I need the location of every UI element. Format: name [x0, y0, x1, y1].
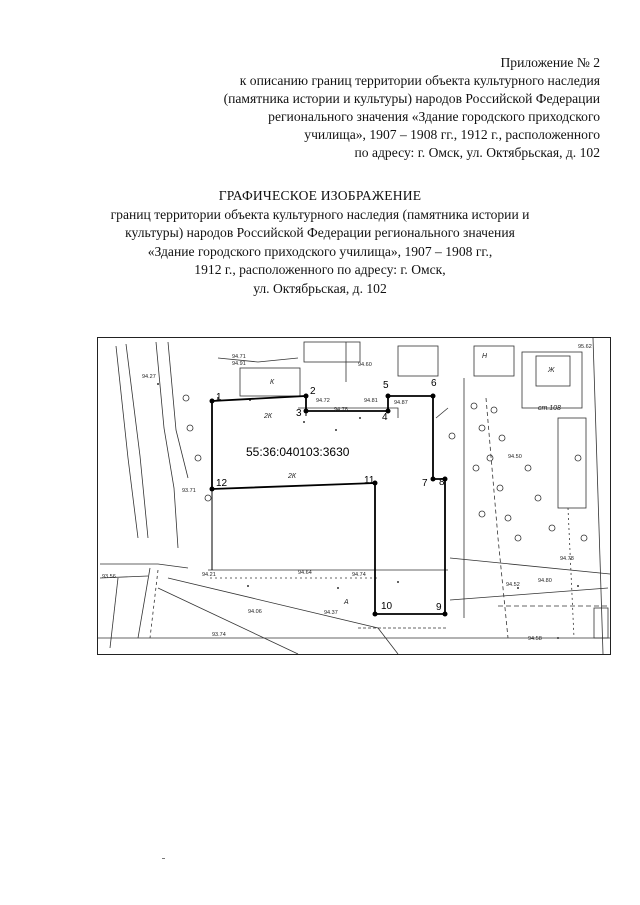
- appendix-line: регионального значения «Здание городского приходского: [268, 109, 600, 124]
- survey-label: 94.71: [232, 354, 246, 360]
- building-code: К: [270, 379, 275, 386]
- building-code: ст.108: [538, 405, 561, 412]
- point-label-12: 12: [216, 478, 228, 489]
- survey-label: 93.71: [182, 488, 196, 494]
- building-code: Ж: [548, 367, 555, 374]
- survey-label: 94.80: [538, 578, 552, 584]
- survey-label: 94.91: [232, 361, 246, 367]
- survey-label: 94.27: [142, 374, 156, 380]
- survey-label: 94.52: [506, 582, 520, 588]
- appendix-line: училища», 1907 – 1908 гг., 1912 г., расположенного: [304, 127, 600, 142]
- survey-label: 95.62: [578, 344, 592, 350]
- survey-label: 94.64: [298, 570, 312, 576]
- survey-label: 93.56: [102, 574, 116, 580]
- survey-label: 94.21: [202, 572, 216, 578]
- document-heading: [70, 187, 570, 298]
- building-code: 2К: [288, 473, 297, 480]
- heading-line: ул. Октябрьская, д. 102: [253, 280, 387, 296]
- appendix-line: к описанию границ территории объекта культурного наследия: [239, 73, 600, 88]
- survey-label: 94.37: [324, 610, 338, 616]
- document-title: ГРАФИЧЕСКОЕ ИЗОБРАЖЕНИЕ: [218, 188, 422, 203]
- point-label-10: 10: [381, 601, 393, 612]
- background-linework: [98, 338, 610, 654]
- point-label-9: 9: [436, 602, 442, 613]
- survey-label: 94.78: [560, 556, 574, 562]
- point-label-4: 4: [382, 412, 388, 423]
- plan-svg: [98, 338, 610, 654]
- survey-label: 94.06: [248, 609, 262, 615]
- survey-label: 94.78: [334, 407, 348, 413]
- boundary-inner-lines: [212, 411, 375, 614]
- survey-label: 94.60: [358, 362, 372, 368]
- building-code: 2К: [264, 413, 273, 420]
- heading-line: границ территории объекта культурного наследия (памятника истории и: [110, 206, 530, 222]
- survey-label: 94.72: [316, 398, 330, 404]
- building-code: Н: [482, 353, 488, 360]
- survey-dots: [157, 383, 579, 639]
- appendix-line: (памятника истории и культуры) народов Российской Федерации: [223, 91, 600, 106]
- point-label-8: 8: [439, 477, 445, 488]
- survey-label: 94.87: [394, 400, 408, 406]
- appendix-line: Приложение № 2: [500, 55, 600, 70]
- heading-line: культуры) народов Российской Федерации регионального значения: [125, 225, 515, 240]
- territory-boundary: [212, 396, 445, 614]
- heading-line: 1912 г., расположенного по адресу: г. Омск,: [194, 262, 446, 277]
- point-label-2: 2: [310, 386, 316, 397]
- scan-artifact: [162, 858, 165, 859]
- building-code: А: [344, 599, 349, 606]
- point-label-1: 1: [216, 392, 222, 403]
- survey-label: 94.74: [352, 572, 366, 578]
- point-label-3: 3: [296, 408, 302, 419]
- heading-line: «Здание городского приходского училища», 1907 – 1908 гг.,: [147, 243, 493, 259]
- survey-label: 93.74: [212, 632, 226, 638]
- point-label-7: 7: [422, 478, 428, 489]
- point-label-5: 5: [383, 380, 389, 391]
- appendix-line: по адресу: г. Омск, ул. Октябрьская, д. 102: [354, 145, 600, 160]
- boundary-points: [210, 394, 448, 617]
- boundary-plan: [97, 337, 611, 655]
- survey-label: 94.58: [528, 636, 542, 642]
- point-label-11: 11: [364, 475, 375, 486]
- survey-label: 94.50: [508, 454, 522, 460]
- point-label-6: 6: [431, 378, 437, 389]
- survey-label: 94.81: [364, 398, 378, 404]
- appendix-header: [80, 54, 600, 162]
- cadastral-number: 55:36:040103:3630: [246, 445, 350, 459]
